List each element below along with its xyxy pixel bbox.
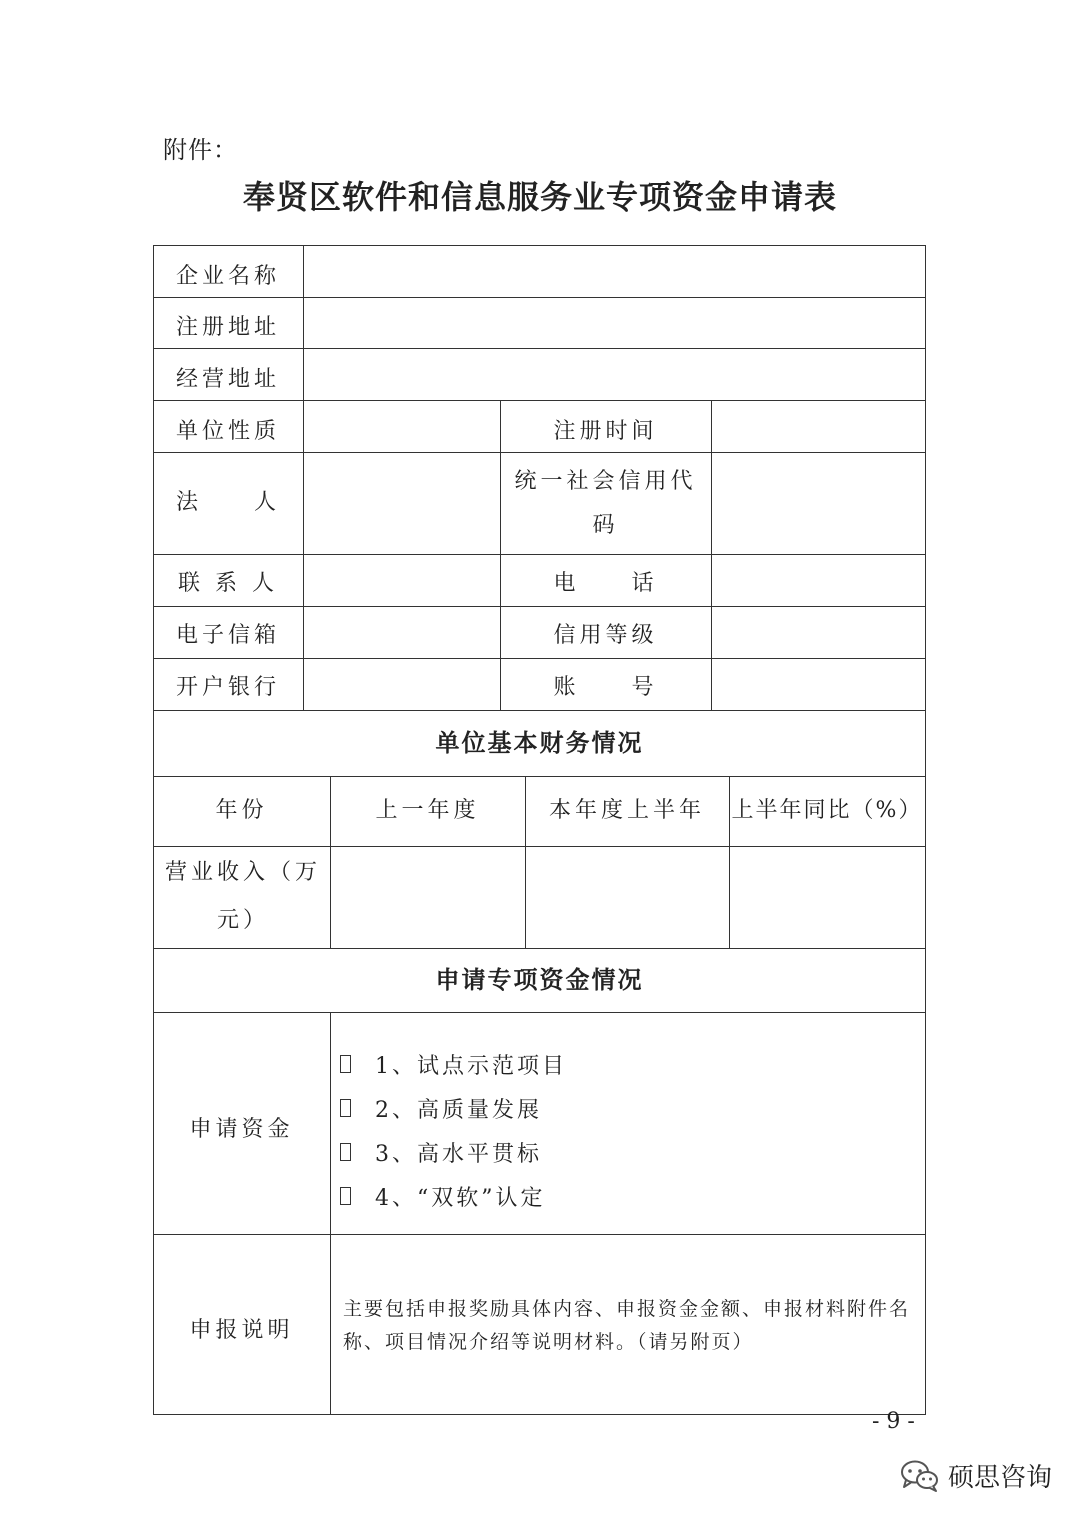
watermark [900, 1457, 1052, 1494]
label-credit-rating: 信用等级 [553, 622, 658, 648]
fund-options-list [340, 1042, 900, 1218]
column-divider [303, 245, 304, 710]
column-divider [330, 1012, 331, 1414]
table-border-right [925, 245, 926, 1414]
page-number: - 9 - [872, 1409, 915, 1434]
wechat-icon [900, 1459, 940, 1493]
checkbox[interactable] [340, 1055, 351, 1073]
option-label: 1、试点示范项目 [375, 1053, 567, 1079]
col-yoy: 上半年同比（%） [731, 797, 923, 823]
option-pilot-demo[interactable] [340, 1042, 900, 1086]
label-legal-person: 法 人 [175, 489, 280, 515]
label-bank: 开户银行 [175, 674, 280, 700]
label-email: 电子信箱 [175, 622, 280, 648]
label-registration-time: 注册时间 [553, 418, 658, 444]
label-business-address: 经营地址 [175, 366, 280, 392]
label-unit-nature: 单位性质 [175, 418, 280, 444]
option-label: 3、高水平贯标 [375, 1141, 542, 1167]
watermark-text: 硕思咨询 [948, 1463, 1053, 1493]
label-registered-address: 注册地址 [175, 315, 280, 341]
col-half-year: 本年度上半年 [548, 797, 705, 823]
label-company-name: 企业名称 [175, 263, 280, 289]
option-high-quality[interactable] [340, 1086, 900, 1130]
label-credit-code: 统一社会信用代码 [514, 469, 697, 538]
option-dual-software[interactable] [340, 1174, 900, 1218]
label-phone: 电 话 [553, 570, 658, 596]
option-label: 4、“双软”认定 [375, 1185, 546, 1211]
option-label: 2、高质量发展 [375, 1097, 542, 1123]
column-divider [711, 400, 712, 710]
checkbox[interactable] [340, 1143, 351, 1161]
row-revenue: 营业收入（万元） [164, 860, 321, 933]
label-declaration: 申报说明 [189, 1317, 294, 1343]
row-divider [153, 846, 926, 847]
checkbox[interactable] [340, 1187, 351, 1205]
label-account: 账 号 [553, 674, 658, 700]
checkbox[interactable] [340, 1099, 351, 1117]
declaration-note: 主要包括申报奖励具体内容、申报资金金额、申报材料附件名称、项目情况介绍等说明材料。（请另附页） [343, 1298, 911, 1353]
document-title: 奉贤区软件和信息服务业专项资金申请表 [242, 178, 837, 216]
label-contact-person: 联 系 人 [178, 570, 278, 596]
col-last-year: 上一年度 [375, 797, 480, 823]
funding-section-title: 申请专项资金情况 [435, 965, 644, 995]
label-apply-funds: 申请资金 [189, 1116, 294, 1142]
option-standard[interactable] [340, 1130, 900, 1174]
table-border-bottom [153, 1414, 926, 1415]
col-year: 年份 [215, 797, 268, 823]
finance-section-title: 单位基本财务情况 [435, 728, 644, 758]
attachment-label: 附件： [163, 136, 238, 164]
